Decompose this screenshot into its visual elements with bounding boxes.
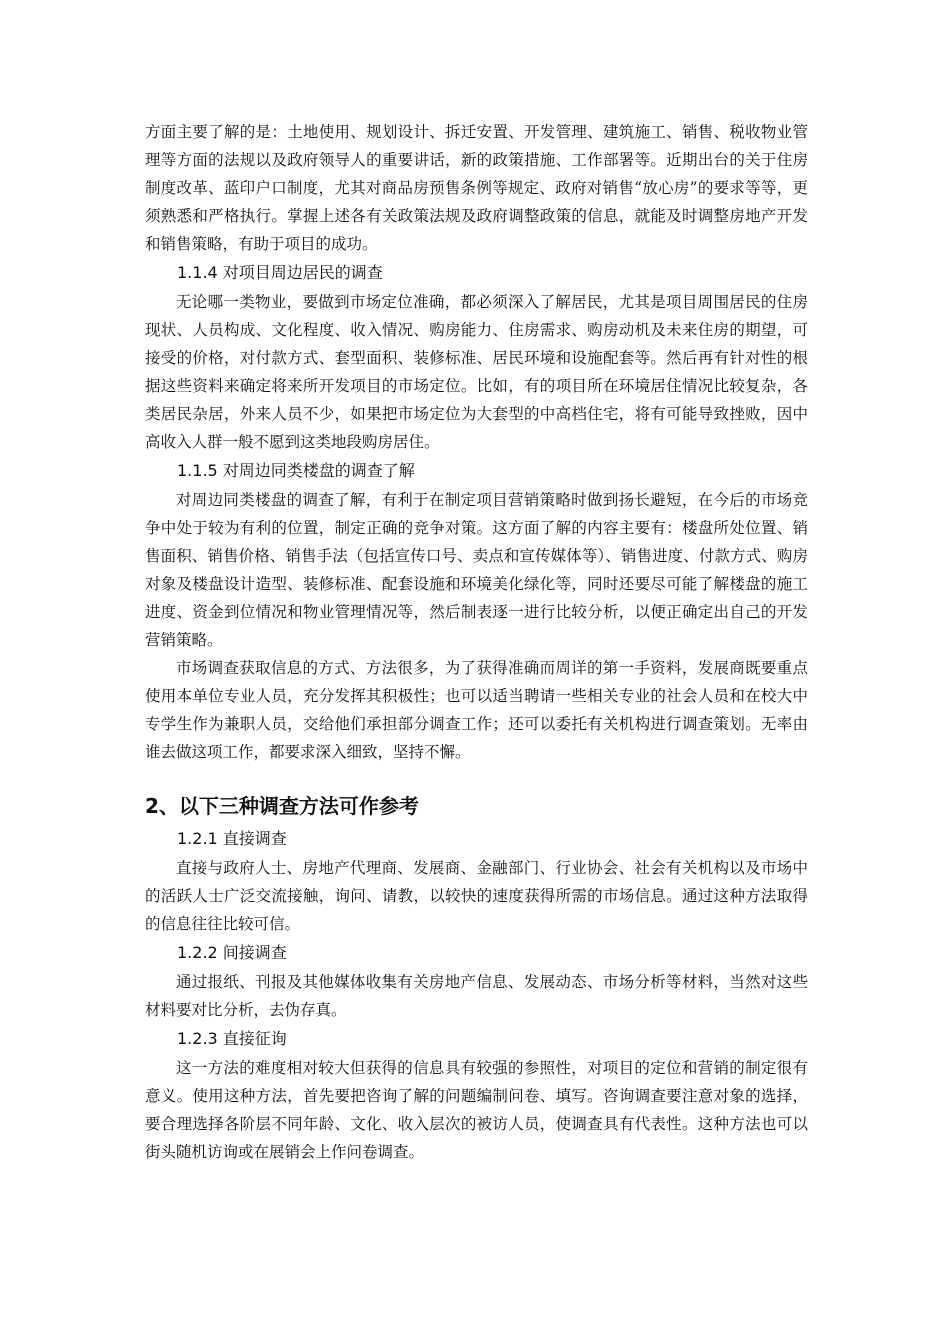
heading-1-2-2: 1.2.2 间接调查 — [177, 943, 287, 962]
document-page — [145, 118, 808, 1166]
intro-paragraph: 方面主要了解的是：土地使用、规划设计、拆迁安置、开发管理、建筑施工、销售、税收物业管理等方面的法规以及政府领导人的重要讲话，新的政策措施、工作部署等。近期出台的关于住房制度改革、蓝印户口制度，尤其对商品房预售条例等规定、政府对销售“放心房”的要求等等，更须熟悉和严格执行。掌握上述各有关政策法规及政府调整政策的信息，就能及时调整房地产开发和销售策略，有助于项目的成功。 — [145, 123, 808, 253]
paragraph-1-1-4: 无论哪一类物业，要做到市场定位准确，都必须深入了解居民，尤其是项目周围居民的住房现状、人员构成、文化程度、收入情况、购房能力、住房需求、购房动机及未来住房的期望，可接受的价格，对付款方式、套型面积、装修标准、居民环境和设施配套等。然后再有针对性的根据这些资料来确定将来所开发项目的市场定位。比如，有的项目所在环境居住情况比较复杂，各类居民杂居，外来人员不少，如果把市场定位为大套型的中高档住宅，将有可能导致挫败，因中高收入人群一般不愿到这类地段购房居住。 — [145, 293, 808, 451]
paragraph-1-2-1: 直接与政府人士、房地产代理商、发展商、金融部门、行业协会、社会有关机构以及市场中的活跃人士广泛交流接触，询问、请教，以较快的速度获得所需的市场信息。通过这种方法取得的信息往往比较可信。 — [145, 859, 808, 933]
paragraph-1-2-2: 通过报纸、刊报及其他媒体收集有关房地产信息、发展动态、市场分析等材料，当然对这些材料要对比分析，去伪存真。 — [145, 973, 808, 1019]
heading-1-2-3: 1.2.3 直接征询 — [177, 1029, 287, 1048]
paragraph-1-2-3: 这一方法的难度相对较大但获得的信息具有较强的参照性，对项目的定位和营销的制定很有意义。使用这种方法，首先要把咨询了解的问题编制问卷、填写。咨询调查要注意对象的选择，要合理选择各阶层不同年龄、文化、收入层次的被访人员，使调查具有代表性。这种方法也可以街头随机访询或在展销会上作问卷调查。 — [145, 1059, 808, 1161]
paragraph-1-1-5-a: 对周边同类楼盘的调查了解，有利于在制定项目营销策略时做到扬长避短，在今后的市场竞争中处于较为有利的位置，制定正确的竞争对策。这方面了解的内容主要有：楼盘所处位置、销售面积、销售价格、销售手法（包括宣传口号、卖点和宣传媒体等）、销售进度、付款方式、购房对象及楼盘设计造型、装修标准、配套设施和环境美化绿化等，同时还要尽可能了解楼盘的施工进度、资金到位情况和物业管理情况等，然后制表逐一进行比较分析，以便正确定出自己的开发营销策略。 — [145, 491, 808, 649]
heading-1-1-5: 1.1.5 对周边同类楼盘的调查了解 — [177, 461, 415, 480]
heading-1-2-1: 1.2.1 直接调查 — [177, 829, 287, 848]
heading-1-1-4: 1.1.4 对项目周边居民的调查 — [177, 263, 383, 282]
section-2-title: 2、以下三种调查方法可作参考 — [145, 794, 419, 818]
paragraph-1-1-5-b: 市场调查获取信息的方式、方法很多，为了获得准确而周详的第一手资料，发展商既要重点使用本单位专业人员，充分发挥其积极性；也可以适当聘请一些相关专业的社会人员和在校大中专学生作为兼职人员，交给他们承担部分调查工作；还可以委托有关机构进行调查策划。无率由谁去做这项工作，都要求深入细致，坚持不懈。 — [145, 659, 808, 761]
